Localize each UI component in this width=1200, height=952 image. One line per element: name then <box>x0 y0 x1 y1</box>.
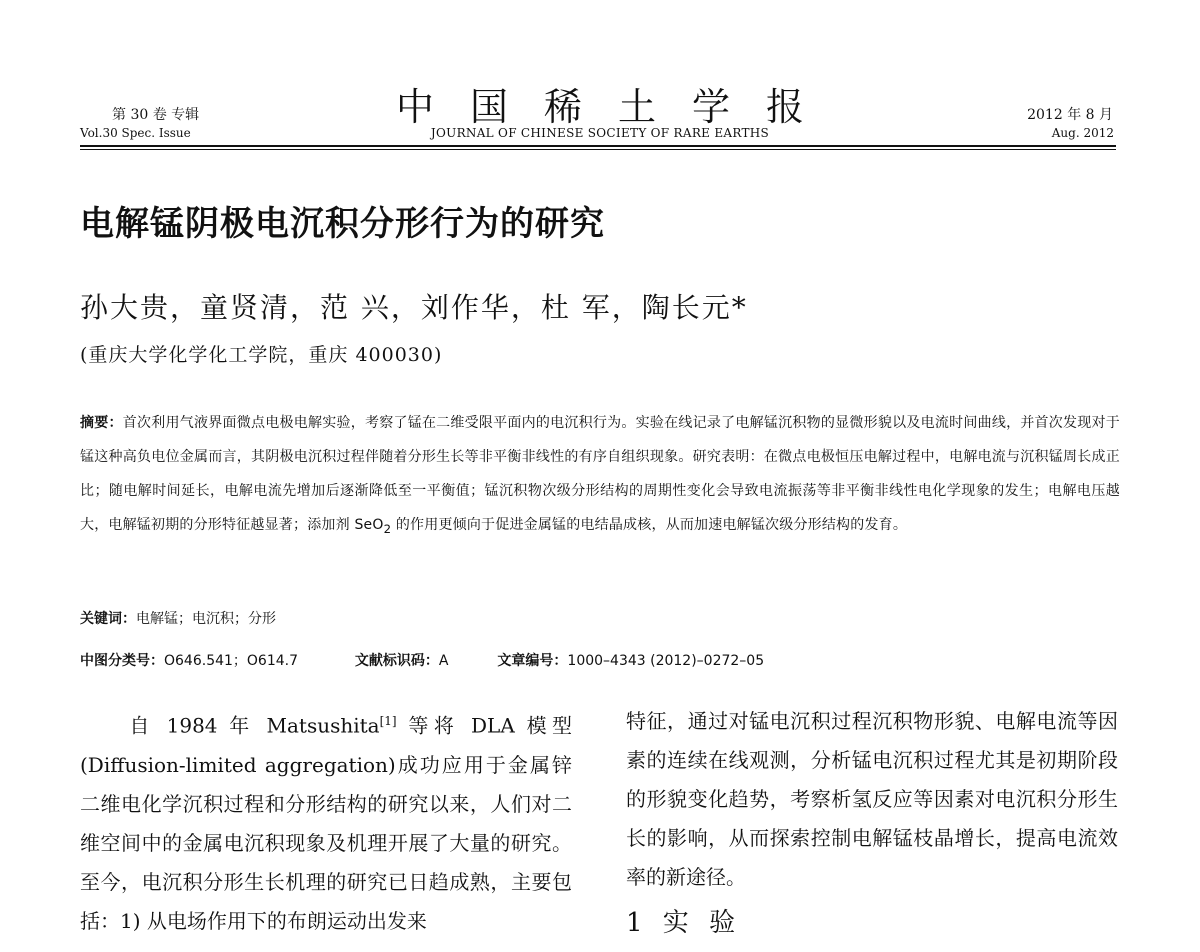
journal-title-cn: 中国稀土学报 <box>395 85 840 129</box>
volume-en: Vol.30 Spec. Issue <box>80 126 191 140</box>
volume-cn: 第 30 卷 专辑 <box>112 107 200 123</box>
section-heading: 1 实 验 <box>626 908 742 938</box>
author-list: 孙大贵，童贤清，范 兴，刘作华，杜 军，陶长元* <box>80 291 748 324</box>
clc-label: 中图分类号： <box>80 653 164 669</box>
header-rule-thin <box>80 149 1116 150</box>
keywords <box>80 608 276 628</box>
body-left-text-2: 等将 DLA 模型 (Diffusion-limited aggregation)成功应用于金属锌二维电化学沉积过程和分形结构的研究以来，人们对二维空间中的金属电沉积现象及机理开展了大量的研究。至今，电沉积分形生长机理的研究已日趋成熟，主要包括：1) 从电场作用下的布朗运动出发来 <box>80 713 572 933</box>
issue-date-en: Aug. 2012 <box>1051 126 1114 140</box>
citation-ref: [1] <box>379 714 397 728</box>
header-rule-thick <box>80 145 1116 147</box>
formula-seo2: SeO$_2$ <box>354 517 392 536</box>
paper-title: 电解锰阴极电沉积分形行为的研究 <box>80 204 605 244</box>
abstract-text-part1: 首次利用气液界面微点电极电解实验，考察了锰在二维受限平面内的电沉积行为。实验在线记录了电解锰沉积物的显微形貌以及电流时间曲线，并首次发现对于锰这种高负电位金属而言，其阴极电沉积过程伴随着分形生长等非平衡非线性的有序自组织现象。研究表明：在微点电极恒压电解过程中，电解电流与沉积锰周长成正比；随电解时间延长，电解电流先增加后逐渐降低至一平衡值；锰沉积物次级分形结构的周期性变化会导致电流振荡等非平衡非线性电化学现象的发生；电解电压越大，电解锰初期的分形特征越显著；添加剂 <box>80 415 1120 533</box>
body-left-text-1: 自 1984 年 Matsushita <box>124 713 380 738</box>
journal-title-en: JOURNAL OF CHINESE SOCIETY OF RARE EARTHS <box>430 126 770 140</box>
abstract-label: 摘要： <box>80 415 123 431</box>
body-column-right: 特征，通过对锰电沉积过程沉积物形貌、电解电流等因素的连续在线观测，分析锰电沉积过程尤其是初期阶段的形貌变化趋势，考察析氢反应等因素对电沉积分形生长的影响，从而探索控制电解锰枝晶增长，提高电流效率的新途径。 <box>626 709 1118 889</box>
affiliation: (重庆大学化学化工学院，重庆 400030) <box>80 344 443 366</box>
article-number-value: 1000–4343 (2012)–0272–05 <box>567 653 765 669</box>
doc-code-value: A <box>438 653 449 669</box>
keywords-text: 电解锰；电沉积；分形 <box>136 611 276 627</box>
article-number-label: 文章编号： <box>497 653 568 669</box>
classification-line <box>80 650 1120 670</box>
doc-code-label: 文献标识码： <box>354 653 439 669</box>
abstract-text-part2: 的作用更倾向于促进金属锰的电结晶成核，从而加速电解锰次级分形结构的发育。 <box>391 517 908 533</box>
issue-date-cn: 2012 年 8 月 <box>1027 107 1113 123</box>
body-column-left <box>80 702 572 941</box>
keywords-label: 关键词： <box>80 611 136 627</box>
clc-value: O646.541；O614.7 <box>164 653 299 669</box>
abstract <box>80 406 1120 546</box>
